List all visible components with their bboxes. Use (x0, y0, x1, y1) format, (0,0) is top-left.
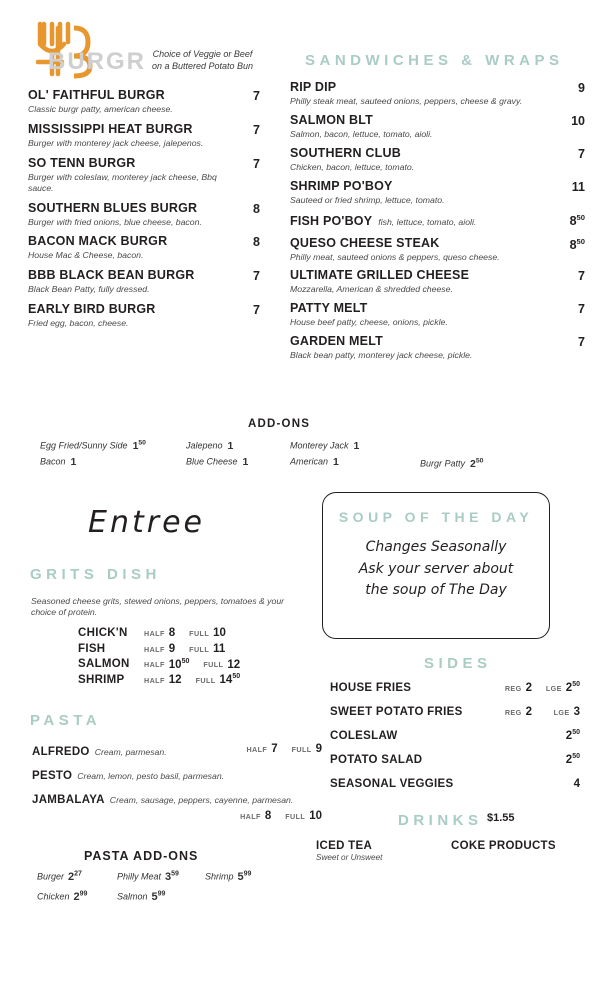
menu-item (32, 790, 322, 822)
reg-slot (490, 678, 532, 696)
pasta-heading: PASTA (30, 712, 102, 729)
reg-slot (490, 702, 532, 720)
menu-item (290, 179, 585, 206)
addon-price: 1 (353, 439, 360, 452)
item-price-value: 8 (569, 237, 577, 252)
lge-price: $2^{50}$ (565, 681, 580, 694)
full-price: $14^{50}$ (219, 673, 241, 687)
item-name: JAMBALAYA (32, 794, 105, 806)
item-description: Burger with coleslaw, monterey jack cheese, Bbq sauce. (28, 171, 217, 193)
addon-price: $2^{99}$ (73, 890, 88, 903)
item-description: Philly steak meat, sauteed onions, peppers, cheese & gravy. (290, 96, 523, 106)
reg-price: 2 (525, 706, 532, 718)
burgr-note-line1: Choice of Veggie or Beef (152, 49, 253, 59)
lge-price: 3 (573, 706, 580, 718)
half-label: HALF (144, 644, 165, 654)
sides-heading: SIDES (424, 655, 492, 672)
item-description: Philly meat, sauteed onions & peppers, queso cheese. (290, 251, 500, 262)
item-name: PATTY MELT (290, 301, 368, 316)
full-label: FULL (189, 628, 210, 638)
soup-body (335, 537, 537, 602)
addon-price: $2^{50}$ (470, 457, 484, 470)
addon-item (40, 439, 146, 452)
soup-of-the-day-box (322, 492, 550, 639)
item-name: COLESLAW (330, 730, 398, 742)
addons-heading: ADD-ONS (248, 418, 311, 430)
item-name: RIP DIP (290, 80, 337, 94)
menu-item (28, 122, 260, 149)
addon-name: Bacon (40, 456, 66, 467)
item-description: Mozzarella, American & shredded cheese. (290, 284, 453, 295)
item-description: Chicken, bacon, lettuce, tomato. (290, 161, 415, 172)
addon-name: Chicken (37, 891, 70, 902)
addon-item (117, 870, 179, 883)
item-description: Burger with fried onions, blue cheese, bacon. (28, 216, 202, 227)
item-name: FISH (78, 642, 106, 655)
addon-item (37, 890, 87, 903)
item-name: QUESO CHEESE STEAK (290, 235, 440, 250)
half-label: HALF (144, 676, 165, 686)
menu-item (290, 301, 585, 328)
sides-list (330, 678, 580, 798)
addon-name: Burger (37, 871, 65, 882)
half-price: 8 (264, 810, 272, 822)
item-name: PESTO (32, 770, 73, 782)
item-price: 7 (253, 303, 260, 318)
menu-item (330, 678, 580, 696)
item-description: Classic burgr patty, american cheese. (28, 104, 173, 114)
lge-slot (532, 750, 580, 768)
item-price-cents: 50 (576, 236, 585, 246)
item-description: Salmon, bacon, lettuce, tomato, aioli. (290, 128, 433, 139)
reg-price: 2 (525, 682, 532, 694)
item-name: BACON MACK BURGR (28, 234, 168, 249)
item-name: GARDEN MELT (290, 334, 383, 349)
item-price: 9 (578, 81, 585, 95)
item-price: 7 (578, 302, 585, 317)
addon-item (420, 457, 483, 470)
full-label: FULL (195, 676, 216, 686)
addon-price: 1 (227, 439, 234, 452)
drinks-price: $1.55 (487, 812, 515, 824)
item-price (553, 236, 585, 252)
item-price: 8 (253, 201, 260, 216)
menu-item (32, 742, 322, 760)
menu-item (330, 702, 580, 720)
soup-heading: SOUP OF THE DAY (338, 509, 534, 525)
burgr-list (28, 88, 260, 336)
addon-price: $1^{50}$ (132, 439, 146, 452)
lge-slot (532, 774, 580, 792)
menu-item (28, 88, 260, 115)
item-name: SOUTHERN BLUES BURGR (28, 200, 198, 215)
addon-name: Shrimp (205, 871, 234, 882)
addon-item (37, 870, 82, 883)
addon-name: Salmon (117, 891, 148, 902)
menu-item (290, 236, 585, 263)
item-price: 7 (253, 89, 260, 103)
sandwiches-heading: SANDWICHES & WRAPS (305, 52, 564, 69)
addon-item (117, 890, 165, 903)
half-price: 9 (168, 642, 176, 655)
item-name: SWEET POTATO FRIES (330, 706, 463, 718)
drinks-heading: DRINKS (398, 812, 483, 829)
addon-price: 1 (333, 455, 339, 468)
menu-item (290, 212, 585, 230)
item-price-cents: 50 (576, 212, 585, 222)
burgr-note-line2: on a Buttered Potato Bun (151, 61, 254, 72)
menu-item (28, 201, 260, 228)
soup-line3: the soup of The Day (365, 582, 507, 599)
menu-item (78, 673, 308, 686)
grits-heading: GRITS DISH (30, 566, 161, 583)
item-description: Burger with monterey jack cheese, jalepenos. (28, 137, 204, 148)
addon-price: 1 (70, 455, 77, 468)
item-name: SHRIMP PO'BOY (290, 178, 393, 193)
item-price (553, 212, 585, 228)
item-name: EARLY BIRD BURGR (28, 302, 156, 317)
menu-item (290, 80, 585, 107)
full-price: 10 (309, 810, 322, 822)
addon-name: Burgr Patty (420, 458, 466, 469)
item-name: SHRIMP (78, 674, 125, 687)
menu-item (330, 750, 580, 768)
menu-item (28, 156, 260, 194)
half-label: HALF (240, 812, 261, 821)
item-name: ULTIMATE GRILLED CHEESE (290, 268, 470, 283)
entree-title: Entree (88, 505, 205, 540)
burgr-note (125, 48, 280, 72)
addon-name: Egg Fried/Sunny Side (40, 440, 128, 451)
item-price: 7 (578, 335, 585, 350)
menu-item (290, 268, 585, 295)
item-price: 7 (578, 146, 585, 161)
item-price-value: 8 (569, 213, 577, 228)
item-description: Black Bean Patty, fully dressed. (28, 284, 150, 295)
menu-item (290, 334, 585, 361)
lge-label: LGE (545, 684, 562, 693)
item-name: SEASONAL VEGGIES (330, 778, 454, 790)
addon-name: American (290, 456, 329, 467)
full-price: 11 (213, 642, 226, 655)
grits-description: Seasoned cheese grits, stewed onions, peppers, tomatoes & your choice of protein. (31, 596, 285, 618)
grits-list (78, 626, 308, 689)
pasta-sizes (246, 743, 322, 755)
half-label: HALF (246, 745, 268, 754)
item-name: OL' FAITHFUL BURGR (28, 88, 165, 102)
lge-price: 4 (573, 778, 580, 790)
item-description: fish, lettuce, tomato, aioli. (378, 216, 477, 227)
full-label: FULL (285, 812, 306, 821)
half-price: 12 (168, 674, 182, 687)
menu-item (78, 626, 308, 639)
addon-name: Blue Cheese (186, 456, 238, 467)
menu-item (290, 146, 585, 173)
lge-price: $2^{50}$ (565, 729, 580, 742)
addon-price: $2^{27}$ (68, 870, 82, 883)
menu-item (316, 840, 382, 862)
menu-item (32, 766, 322, 784)
item-price: 7 (253, 269, 260, 284)
menu-item (28, 302, 260, 329)
item-description: Cream, lemon, pesto basil, parmesan. (77, 771, 225, 781)
menu-item (290, 113, 585, 140)
item-description: House beef patty, cheese, onions, pickle. (290, 317, 448, 328)
lge-label: LGE (553, 708, 570, 717)
item-price: 8 (253, 235, 260, 250)
item-description: Black bean patty, monterey jack cheese, pickle. (290, 350, 473, 361)
lge-price: $2^{50}$ (565, 753, 580, 766)
item-price: 7 (578, 269, 585, 284)
item-name: POTATO SALAD (330, 754, 423, 766)
full-price: 12 (227, 658, 241, 671)
item-description: Cream, sausage, peppers, cayenne, parmesan. (109, 795, 294, 805)
addon-price: $5^{99}$ (151, 890, 166, 903)
addon-item (40, 455, 76, 468)
menu-item (330, 726, 580, 744)
item-description: Sauteed or fried shrimp, lettuce, tomato. (290, 194, 445, 205)
item-name: ALFREDO (32, 746, 90, 758)
item-name: HOUSE FRIES (330, 682, 412, 694)
item-name: FISH PO'BOY (290, 213, 373, 228)
item-price: 7 (253, 122, 260, 137)
soup-line1: Changes Seasonally (365, 539, 507, 555)
addon-price: 1 (242, 455, 249, 468)
item-description: Fried egg, bacon, cheese. (28, 318, 129, 329)
half-label: HALF (144, 628, 165, 638)
pasta-sizes (32, 810, 322, 822)
item-name: SALMON BLT (290, 112, 374, 127)
half-label: HALF (144, 660, 165, 670)
item-name: SO TENN BURGR (28, 155, 136, 170)
lge-slot (532, 702, 580, 720)
menu-item (28, 234, 260, 261)
item-name: CHICK'N (78, 626, 128, 639)
half-price: $10^{50}$ (168, 657, 190, 671)
full-price: 10 (213, 626, 226, 639)
half-price: 8 (168, 626, 176, 639)
lge-slot (532, 726, 580, 744)
menu-item (330, 774, 580, 792)
full-label: FULL (203, 660, 224, 670)
addon-price: $5^{99}$ (237, 870, 252, 883)
addon-item (205, 870, 251, 883)
pasta-addons-heading: PASTA ADD-ONS (84, 849, 199, 863)
item-name: ICED TEA (316, 840, 373, 852)
half-price: 7 (271, 743, 278, 755)
addon-name: Jalepeno (186, 440, 223, 451)
addon-item (186, 439, 233, 452)
item-name: SOUTHERN CLUB (290, 145, 401, 160)
item-description: Cream, parmesan. (94, 747, 167, 757)
addon-name: Philly Meat (117, 871, 162, 882)
full-label: FULL (189, 644, 210, 654)
pasta-list (32, 742, 322, 828)
soup-line2: Ask your server about (358, 560, 514, 577)
reg-label: REG (504, 684, 522, 693)
addon-name: Monterey Jack (290, 440, 349, 451)
menu-item (78, 642, 308, 655)
reg-label: REG (504, 708, 522, 717)
item-description: Sweet or Unsweet (316, 853, 383, 862)
addon-price: $3^{59}$ (165, 870, 179, 883)
item-description: House Mac & Cheese, bacon. (28, 250, 144, 261)
full-label: FULL (291, 745, 312, 754)
item-name: COKE PRODUCTS (451, 840, 556, 852)
item-price: 10 (571, 113, 585, 128)
menu-item (28, 268, 260, 295)
menu-item (78, 658, 308, 671)
item-name: MISSISSIPPI HEAT BURGR (28, 121, 193, 136)
addon-item (186, 455, 248, 468)
lge-slot (532, 678, 580, 696)
item-name: BBB BLACK BEAN BURGR (28, 268, 195, 283)
sandwiches-list (290, 80, 585, 367)
item-price: 11 (571, 179, 585, 194)
full-price: 9 (315, 743, 322, 755)
addons-list (36, 437, 566, 475)
item-name: SALMON (78, 658, 130, 671)
addon-item (290, 455, 339, 468)
addon-item (290, 439, 359, 452)
item-price: 7 (253, 156, 260, 171)
logo-wordmark: BURGR (48, 48, 146, 75)
